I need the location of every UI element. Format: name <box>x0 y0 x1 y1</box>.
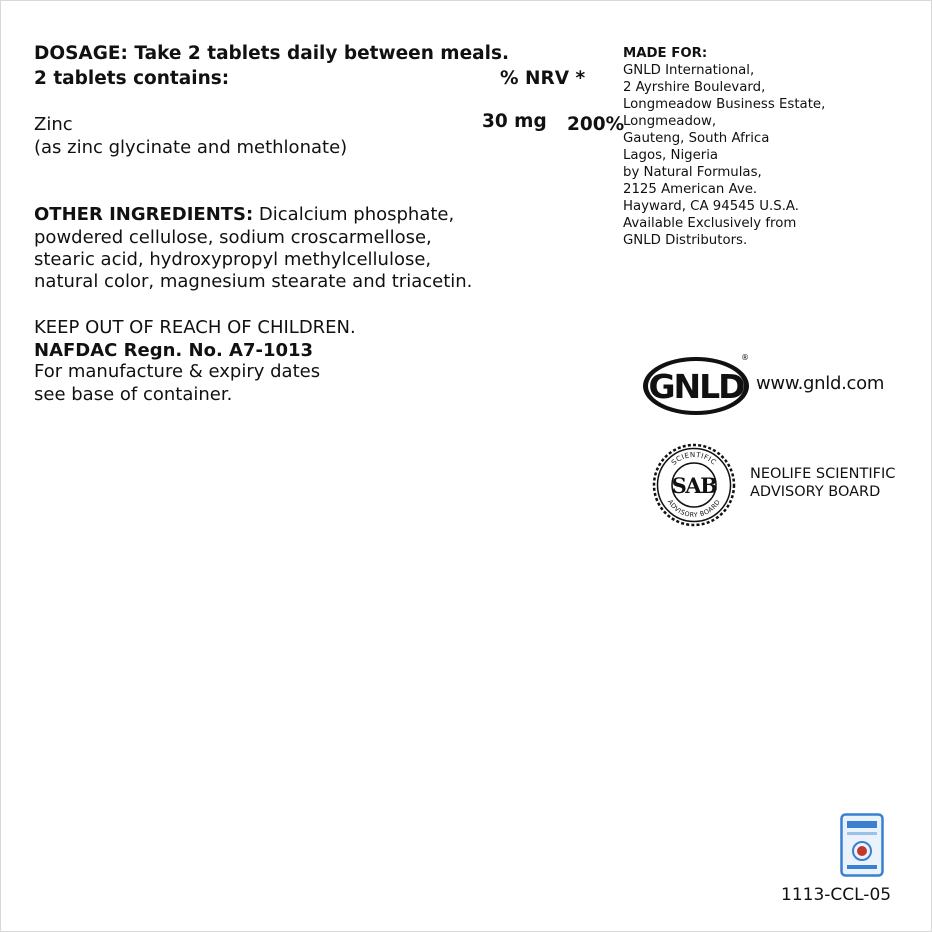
seal-ring-bottom-path: ADVISORY BOARD <box>665 498 723 520</box>
made-for-line: Longmeadow, <box>623 114 717 129</box>
manufacture-note-1: For manufacture & expiry dates <box>34 361 321 382</box>
nafdac-number: NAFDAC Regn. No. A7-1013 <box>34 340 314 361</box>
made-for-block <box>623 45 825 249</box>
keep-out-warning: KEEP OUT OF REACH OF CHILDREN. <box>34 317 356 338</box>
gnld-website: www.gnld.com <box>756 373 885 394</box>
ingredient-name: Zinc <box>34 114 73 135</box>
ingredient-detail: (as zinc glycinate and methlonate) <box>34 137 348 158</box>
sab-caption-line-1: NEOLIFE SCIENTIFIC <box>750 466 896 482</box>
seal-center-text: SAB <box>671 473 717 498</box>
badge-center-dot <box>857 846 867 856</box>
made-for-line: Gauteng, South Africa <box>623 131 770 146</box>
made-for-line: by Natural Formulas, <box>623 165 762 180</box>
made-for-line: GNLD International, <box>623 63 755 78</box>
product-code: 1113-CCL-05 <box>781 885 892 905</box>
other-ingredients-text: Dicalcium phosphate, <box>253 204 455 225</box>
registered-mark: ® <box>741 353 749 362</box>
made-for-label: MADE FOR: <box>623 46 708 61</box>
other-ingredients-line-3: stearic acid, hydroxypropyl methylcellulose, <box>34 249 432 270</box>
gnld-logo <box>640 352 752 418</box>
other-ingredients-line-4: natural color, magnesium stearate and triacetin. <box>34 271 473 292</box>
made-for-line: Hayward, CA 94545 U.S.A. <box>623 199 800 214</box>
badge-bottom-band <box>847 865 877 869</box>
made-for-line: 2125 American Ave. <box>623 182 758 197</box>
made-for-line: Longmeadow Business Estate, <box>623 97 826 112</box>
ingredient-nrv: 200% <box>567 114 625 135</box>
manufacture-note-2: see base of container. <box>34 384 233 405</box>
nrv-header: % NRV * <box>500 68 586 89</box>
sab-seal-icon <box>652 443 736 527</box>
made-for-line: Lagos, Nigeria <box>623 148 719 163</box>
sab-caption-line-2: ADVISORY BOARD <box>750 484 881 500</box>
made-for-line: Available Exclusively from <box>623 216 797 231</box>
other-ingredients-line-1 <box>34 204 454 226</box>
dosage-line <box>34 43 509 65</box>
ingredient-amount: 30 mg <box>482 111 547 132</box>
other-ingredients-label: OTHER INGREDIENTS: <box>34 204 254 225</box>
badge-top-band <box>847 821 877 828</box>
made-for-line: 2 Ayrshire Boulevard, <box>623 80 766 95</box>
gnld-logo-text: GNLD <box>648 367 744 406</box>
badge-stripe <box>847 832 877 835</box>
seal-ring-top-path: SCIENTIFIC <box>670 450 718 467</box>
recycling-symbol-icon <box>840 813 884 877</box>
made-for-line: GNLD Distributors. <box>623 233 748 248</box>
dosage-text: Take 2 tablets daily between meals. <box>127 43 510 64</box>
dosage-label: DOSAGE: <box>34 43 128 64</box>
tablets-contains: 2 tablets contains: <box>34 68 230 89</box>
other-ingredients-line-2: powdered cellulose, sodium croscarmellose, <box>34 227 432 248</box>
sab-caption <box>750 465 895 501</box>
